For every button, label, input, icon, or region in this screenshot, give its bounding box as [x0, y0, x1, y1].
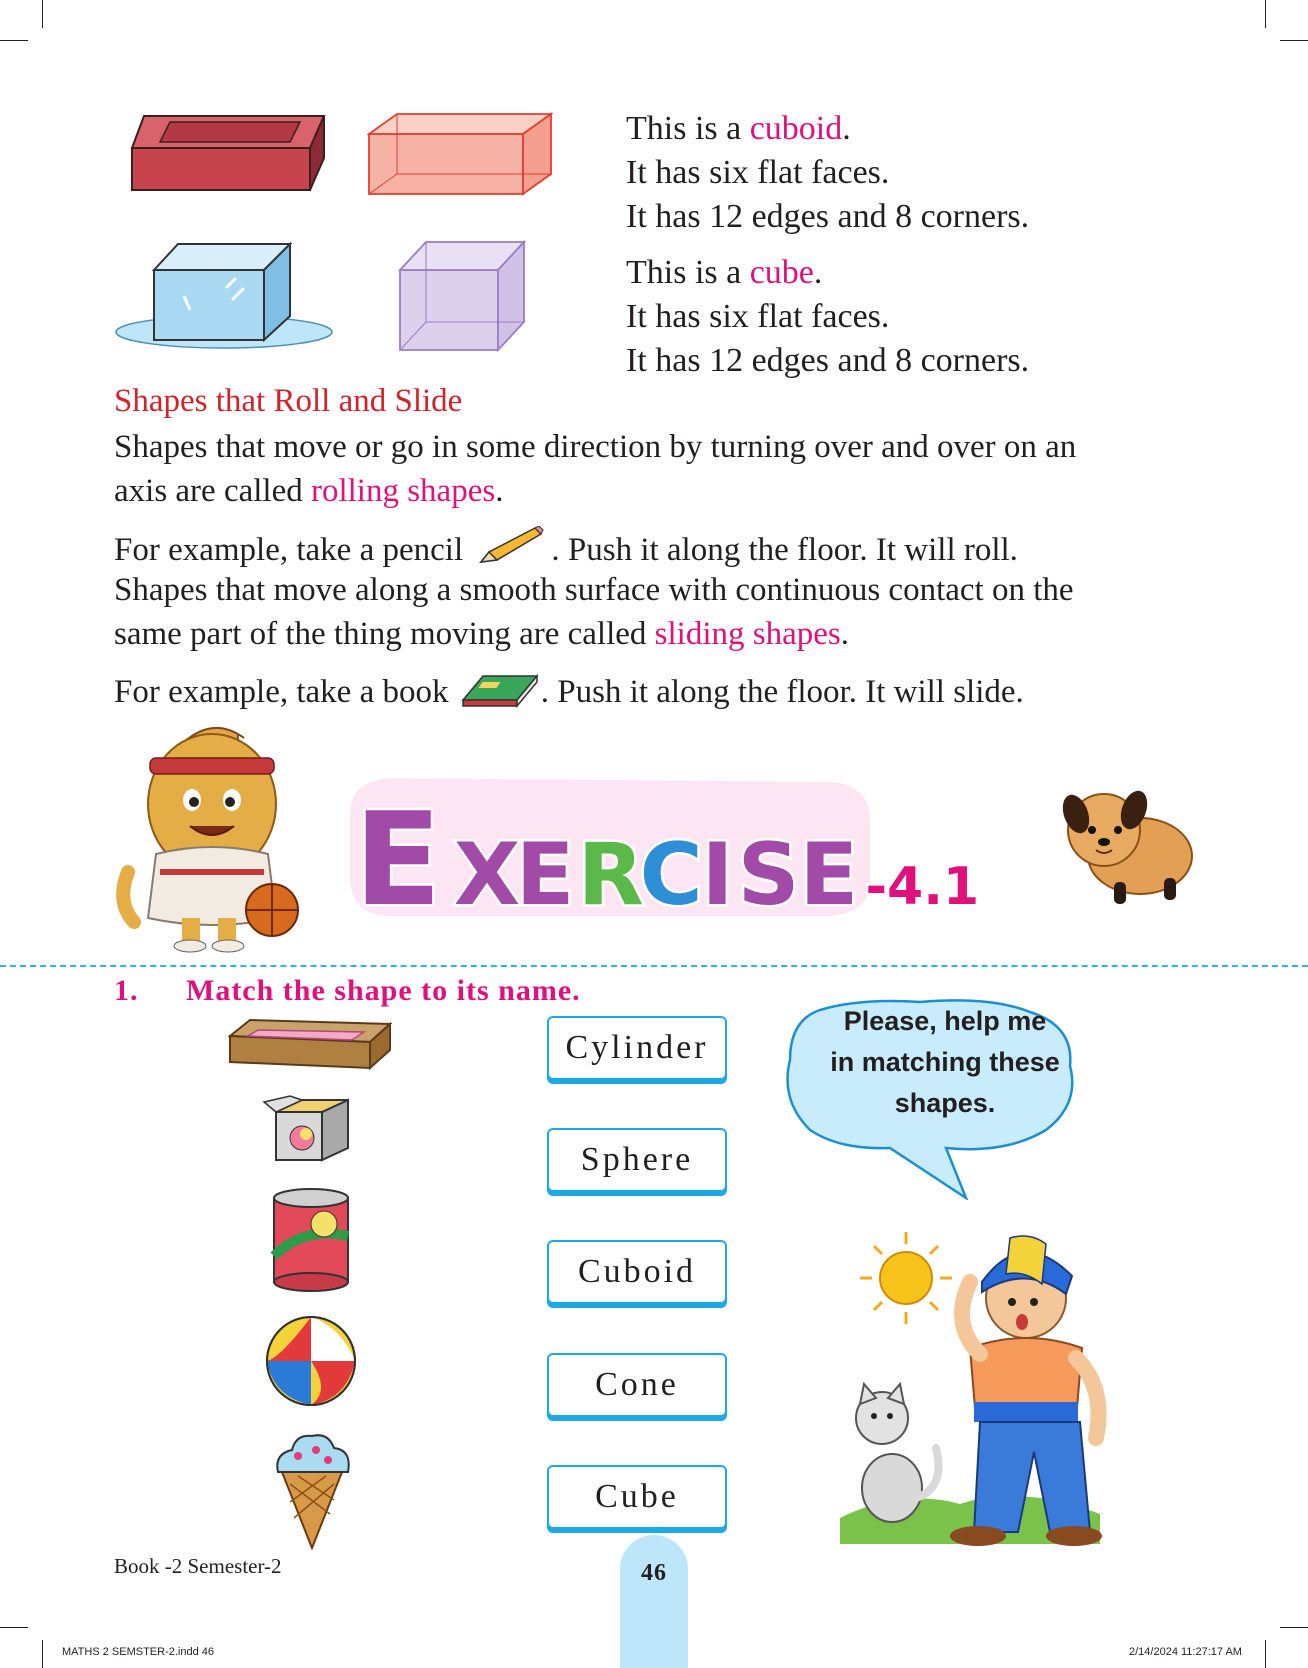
- cuboid-suffix: .: [842, 110, 851, 147]
- page-number-tab: [620, 1535, 688, 1668]
- sliding-shapes-term: sliding shapes: [654, 616, 841, 652]
- paragraph-line: [114, 469, 1214, 513]
- text-span: .: [495, 473, 504, 509]
- bubble-line: shapes.: [894, 1088, 996, 1118]
- crop-mark: [1280, 40, 1308, 41]
- question-number: 1.: [114, 974, 139, 1007]
- bubble-line: in matching these: [830, 1047, 1060, 1077]
- paragraph-sliding: [114, 568, 1074, 656]
- name-box-cylinder[interactable]: Cylinder: [547, 1016, 727, 1080]
- banner-letter: R: [577, 825, 644, 922]
- crop-mark: [0, 1627, 28, 1628]
- paragraph-line: [114, 612, 1074, 656]
- cube-wireframe: [398, 240, 528, 352]
- exercise-banner: [340, 772, 1040, 922]
- banner-letter: C: [639, 825, 703, 922]
- brick-illustration: [130, 112, 330, 196]
- crop-mark: [1265, 0, 1266, 28]
- page-number: 46: [641, 1560, 667, 1586]
- rolling-shapes-term: rolling shapes: [310, 473, 496, 509]
- bubble-text: [800, 1001, 1090, 1124]
- paragraph-rolling: [114, 425, 1214, 513]
- text-span: For example, take a pencil: [114, 532, 464, 568]
- section-divider: [0, 965, 1308, 967]
- banner-letter: X: [453, 825, 521, 922]
- cuboid-prefix: This is a: [626, 110, 750, 147]
- text-span: . Push it along the floor. It will roll.: [551, 532, 1018, 568]
- dog-toy-illustration: [1056, 784, 1196, 910]
- banner-letter: S: [737, 825, 800, 922]
- ice-cream-cone-icon: [272, 1432, 352, 1550]
- paragraph-line: Shapes that move or go in some direction by turning over and over on an: [114, 429, 1077, 465]
- name-box-cuboid[interactable]: Cuboid: [547, 1240, 727, 1304]
- book-label: Book -2 Semester-2: [114, 1554, 282, 1578]
- crop-mark: [42, 0, 43, 28]
- cuboid-line-2: It has six flat faces.: [626, 154, 890, 191]
- banner-letter: I: [701, 825, 734, 922]
- cuboid-line-1: [626, 112, 851, 146]
- text-span: .: [840, 616, 849, 652]
- potato-mascot-illustration: [112, 722, 322, 954]
- exercise-banner-graphic: [340, 772, 1040, 922]
- cuboid-line-3: It has 12 edges and 8 corners.: [626, 198, 1030, 235]
- cube-prefix: This is a: [626, 254, 750, 291]
- section-heading: Shapes that Roll and Slide: [114, 383, 463, 419]
- cube-term: cube: [749, 254, 814, 291]
- cuboid-wireframe: [367, 112, 553, 196]
- cube-line-2: It has six flat faces.: [626, 298, 890, 335]
- crop-mark: [1265, 1640, 1266, 1668]
- book-icon: [459, 670, 539, 710]
- text-span: . Push it along the floor. It will slide.: [540, 674, 1024, 710]
- cube-box-icon: [262, 1094, 358, 1164]
- boy-and-cat-illustration: [820, 1218, 1120, 1560]
- slug-left: MATHS 2 SEMSTER-2.indd 46: [62, 1646, 215, 1658]
- cuboid-term: cuboid: [749, 110, 843, 147]
- slug-right: 2/14/2024 11:27:17 AM: [1129, 1646, 1242, 1658]
- crop-mark: [42, 1640, 43, 1668]
- cube-suffix: .: [813, 254, 823, 291]
- crop-mark: [0, 40, 28, 41]
- question-text: Match the shape to its name.: [186, 974, 581, 1007]
- cube-line-3: It has 12 edges and 8 corners.: [626, 342, 1030, 379]
- paragraph-line: Shapes that move along a smooth surface with continuous contact on the: [114, 572, 1074, 608]
- pencil-icon: [477, 526, 545, 566]
- ice-cube-illustration: [114, 240, 334, 352]
- pencil-box-icon: [228, 1018, 392, 1076]
- bubble-line: Please, help me: [843, 1006, 1047, 1036]
- beach-ball-icon: [264, 1314, 358, 1408]
- text-span: For example, take a book: [114, 674, 449, 710]
- paragraph-book: [114, 670, 1024, 714]
- banner-letter: E: [799, 825, 859, 922]
- banner-letter: E: [354, 786, 442, 922]
- banner-letter: E: [515, 825, 575, 922]
- text-span: same part of the thing moving are called: [114, 616, 655, 652]
- banner-number: -4.1: [865, 857, 980, 917]
- cube-line-1: [626, 256, 822, 290]
- crop-mark: [1280, 1627, 1308, 1628]
- tin-can-icon: [270, 1186, 352, 1292]
- sun-icon: [860, 1232, 952, 1324]
- name-box-cube[interactable]: Cube: [547, 1465, 727, 1529]
- paragraph-pencil: [114, 526, 1018, 572]
- name-box-sphere[interactable]: Sphere: [547, 1128, 727, 1192]
- name-box-cone[interactable]: Cone: [547, 1353, 727, 1417]
- text-span: axis are called: [114, 473, 311, 509]
